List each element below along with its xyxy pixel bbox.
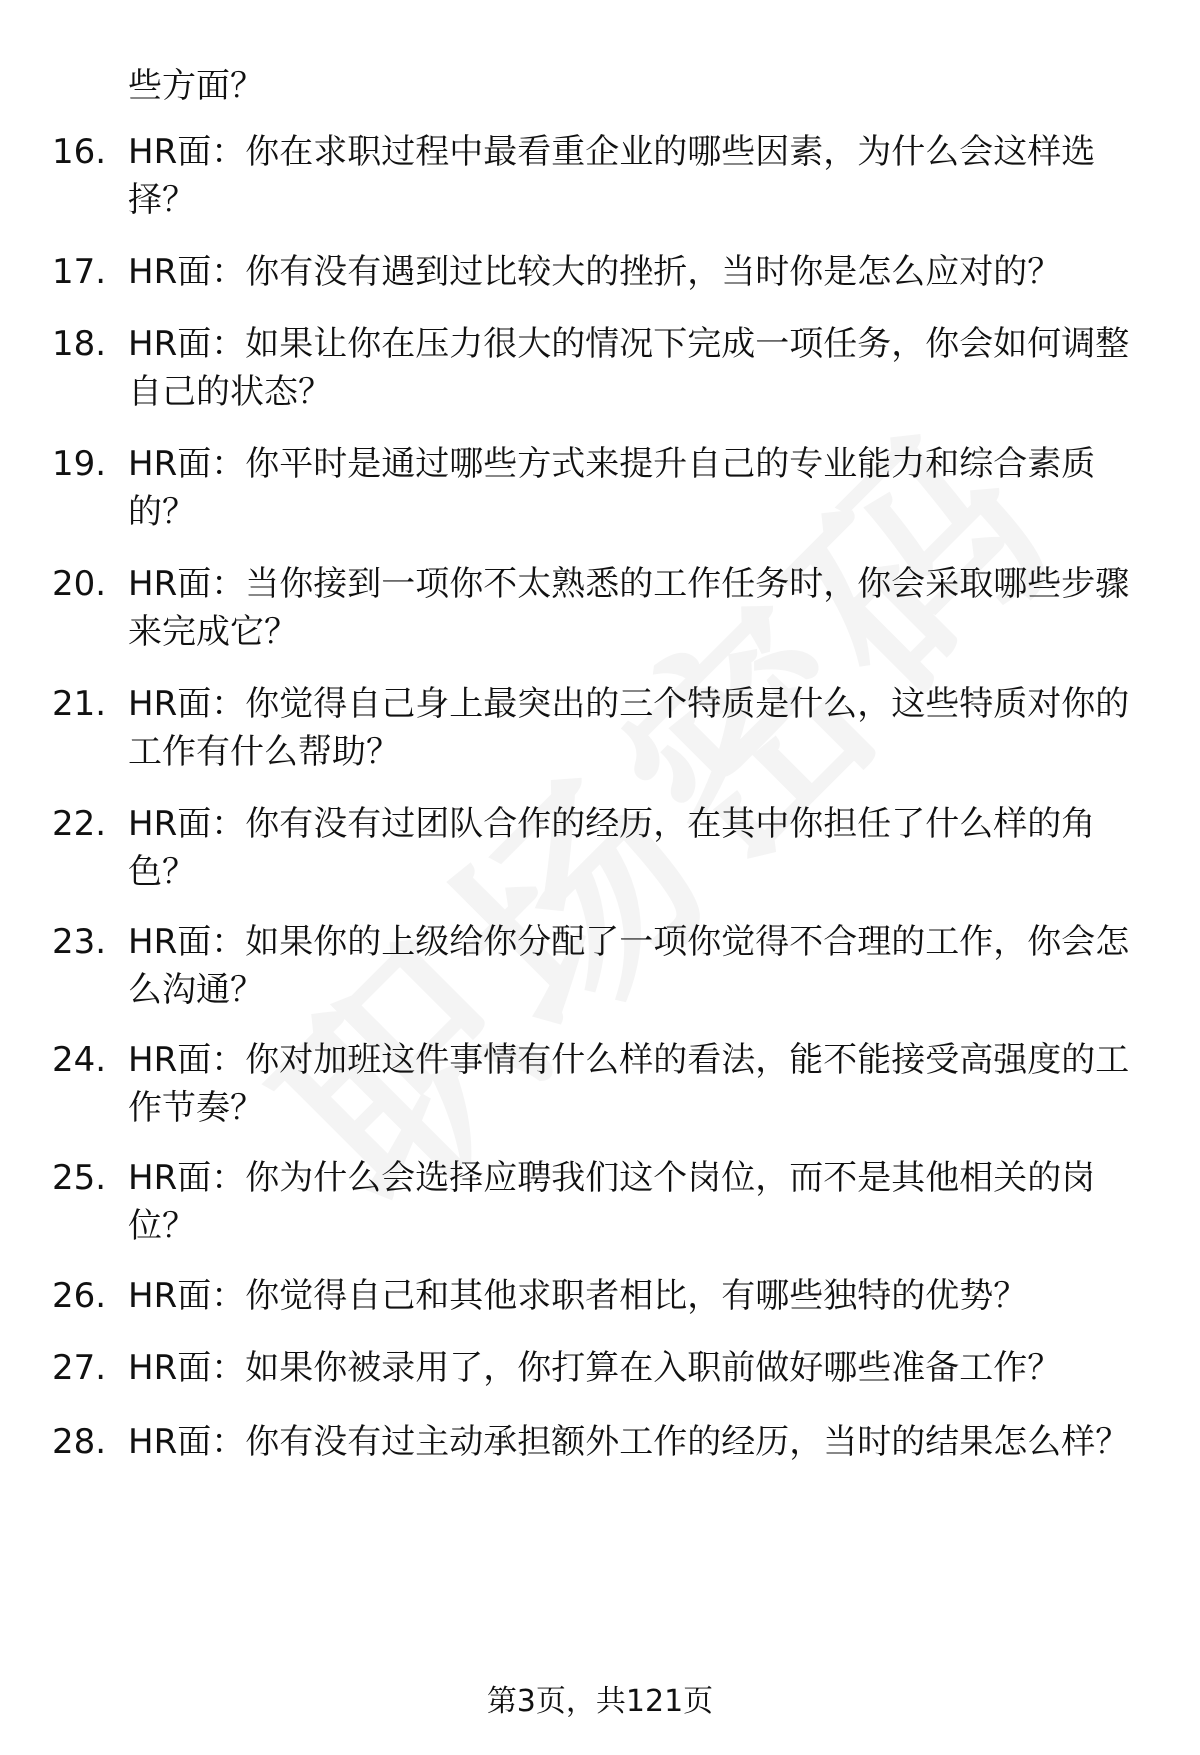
question-number: 23. [52,922,107,962]
question-number: 28. [52,1422,107,1462]
question-text: HR面：如果你的上级给你分配了一项你觉得不合理的工作，你会怎么沟通？ [128,922,1130,1010]
question-number: 24. [52,1040,107,1080]
question-item [52,248,1162,296]
question-text: HR面：如果让你在压力很大的情况下完成一项任务，你会如何调整自己的状态？ [128,324,1130,412]
continuation-text: 些方面？ [128,66,264,106]
question-item [52,440,1162,536]
question-number: 26. [52,1276,107,1316]
question-number: 20. [52,564,107,604]
question-number: 16. [52,132,107,172]
question-number: 19. [52,444,107,484]
question-text: HR面：当你接到一项你不太熟悉的工作任务时，你会采取哪些步骤来完成它？ [128,564,1130,652]
question-item [52,320,1162,416]
question-text: HR面：你有没有过团队合作的经历，在其中你担任了什么样的角色？ [128,804,1096,892]
question-number: 21. [52,684,107,724]
question-number: 25. [52,1158,107,1198]
question-item [52,800,1162,896]
question-number: 18. [52,324,107,364]
question-item [52,1272,1162,1320]
question-text: HR面：你平时是通过哪些方式来提升自己的专业能力和综合素质的？ [128,444,1096,532]
question-number: 22. [52,804,107,844]
question-item [52,1154,1162,1250]
question-item [52,560,1162,656]
question-text: HR面：你有没有过主动承担额外工作的经历，当时的结果怎么样？ [128,1422,1130,1462]
page-footer: 第3页，共121页 [486,1684,714,1719]
question-text: HR面：你有没有遇到过比较大的挫折，当时你是怎么应对的？ [128,252,1062,292]
question-item [52,918,1162,1014]
question-number: 17. [52,252,107,292]
question-item [52,128,1162,224]
question-text: HR面：你觉得自己和其他求职者相比，有哪些独特的优势？ [128,1276,1028,1316]
question-text: HR面：你在求职过程中最看重企业的哪些因素，为什么会这样选择？ [128,132,1096,220]
question-item [52,1344,1162,1392]
question-text: HR面：如果你被录用了，你打算在入职前做好哪些准备工作？ [128,1348,1062,1388]
question-text: HR面：你为什么会选择应聘我们这个岗位，而不是其他相关的岗位？ [128,1158,1096,1246]
question-item [52,1036,1162,1132]
question-text: HR面：你对加班这件事情有什么样的看法，能不能接受高强度的工作节奏？ [128,1040,1130,1128]
question-number: 27. [52,1348,107,1388]
question-item [52,1418,1162,1466]
question-text: HR面：你觉得自己身上最突出的三个特质是什么，这些特质对你的工作有什么帮助？ [128,684,1130,772]
question-item [52,680,1162,776]
